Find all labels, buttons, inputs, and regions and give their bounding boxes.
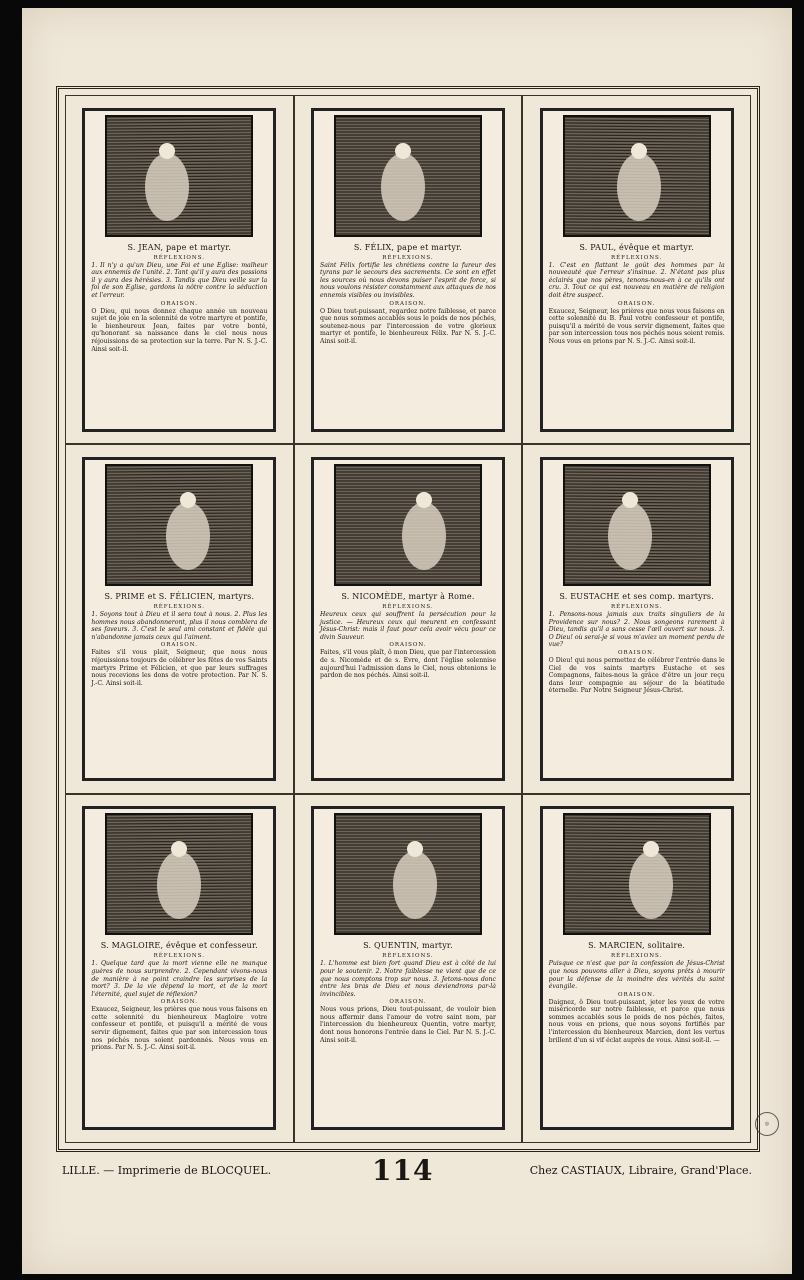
cell [522,444,751,793]
woodcut-image [563,115,711,237]
oraison-text: Daignez, ô Dieu tout-puissant, jeter les yeux de votre miséricorde sur notre faiblesse, et parce que nous sommes accablés sous le poids de nos péchés, faites, nous vous en prions, que nous soyons fortifiés par l'intercession du bienheureux Marcien, dont les vertus brillent d'un si vif éclat auprès de vous. Ainsi soit-il. — [548,998,725,1044]
reflexions-text: Puisque ce n'est que par la confession de Jésus-Christ que nous pouvons aller à Dieu, soyons prêts à mourir pour la défense de la moindre des vérités du saint évangile. [548,960,725,991]
reflexions-heading: RÉFLEXIONS. [610,603,663,610]
reflexions-text: Saint Félix fortifie les chrétiens contre la fureur des tyrans par le secours des sacrements. Ce sont en effet les sources où nous devons puiser l'esprit de force, si nous voulons résister constamment aux attaques de nos ennemis visibles ou invisibles. [319,261,496,300]
reflexions-text: Heureux ceux qui souffrent la persécution pour la justice. — Heureux ceux qui meurent en confessant Jésus-Christ: mais il faut pour cela avoir vécu pour ce divin Sauveur. [319,610,496,641]
woodcut-image [563,464,711,586]
cell [65,444,294,793]
card-title: S. FÉLIX, pape et martyr. [353,242,463,252]
reflexions-heading: RÉFLEXIONS. [153,603,206,610]
library-stamp: ◎ [755,1112,779,1136]
card-title: S. MARCIEN, solitaire. [588,941,686,951]
reflexions-text: 1. Soyons tout à Dieu et il sera tout à nous. 2. Plus les hommes nous abandonneront, plus il nous comblera de ses faveurs. 3. C'est le seul ami constant et fidèle qui n'abandonne jamais ceux qui l'aiment. [91,610,268,641]
oraison-heading: ORAISON. [160,999,198,1006]
card-title: S. MAGLOIRE, évêque et confesseur. [100,941,258,951]
cell [294,95,523,444]
reflexions-heading: RÉFLEXIONS. [382,254,434,261]
saint-card [82,108,276,432]
cell [294,444,523,793]
card-grid [65,95,751,1143]
card-title: S. NICOMÈDE, martyr à Rome. [341,591,475,601]
sheet-number: 114 [372,1154,434,1187]
saint-card [311,108,505,432]
oraison-text: O Dieu! qui nous permettez de célébrer l'entrée dans le Ciel de vos saints martyrs Eustache et ses Compagnons, faites-nous la grâce d'être un jour reçu dans leur compagnie au séjour de la béatitude éternelle. Par Notre Seigneur Jésus-Christ. [548,656,725,695]
reflexions-heading: RÉFLEXIONS. [382,953,434,960]
card-title: S. EUSTACHE et ses comp. martyrs. [559,591,714,601]
cell [65,794,294,1143]
cell [65,95,294,444]
oraison-heading: ORAISON. [389,300,427,307]
saint-card [540,457,734,781]
reflexions-text: 1. Il n'y a qu'un Dieu, une Foi et une Eglise: malheur aux ennemis de l'unité. 2. Tant qu'il y aura des passions il y aura des hérésies. 3. Tandis que Dieu veille sur la foi de son Eglise, gardons la nôtre contre la séduction et l'erreur. [91,261,268,300]
reflexions-text: 1. Pensons-nous jamais aux traits singuliers de la Providence sur nous? 2. Nous songeons rarement à Dieu, tandis qu'il a sans cesse l'œil ouvert sur nous. 3. O Dieu! où serai-je si vous m'aviez un moment perdu de vue? [548,610,725,649]
saint-card [540,806,734,1130]
saint-card [311,806,505,1130]
oraison-heading: ORAISON. [618,649,656,656]
saint-card [311,457,505,781]
saint-card [540,108,734,432]
oraison-text: Faites, s'il vous plaît, ô mon Dieu, que par l'intercession de s. Nicomède et de s. Evre, dont l'église solennise aujourd'hui l'admission dans le Ciel, nous obtenions le pardon de nos péchés. Ainsi soit-il. [319,649,496,680]
oraison-text: Exaucez, Seigneur, les prières que nous vous faisons en cette solennité du bienheureux Magloire votre confesseur et pontife, et puisqu'il a mérité de vous servir dignement, faites que par son intercession tous nos péchés nous soient pardonnés. Nous vous en prions. Par N. S. J.-C. Ainsi soit-il. [91,1006,268,1052]
reflexions-text: 1. L'homme est bien fort quand Dieu est à côté de lui pour le soutenir. 2. Notre faiblesse ne vient que de ce que nous comptons trop sur nous. 3. Jetons-nous donc entre les bras de Dieu et nous deviendrons par-là invincibles. [319,960,496,998]
oraison-heading: ORAISON. [389,642,427,649]
saint-card [82,806,276,1130]
footer [62,1154,752,1188]
woodcut-image [105,813,253,935]
printer-imprint: LILLE. — Imprimerie de BLOCQUEL. [62,1164,272,1177]
reflexions-heading: RÉFLEXIONS. [610,254,663,261]
oraison-text: Exaucez, Seigneur, les prières que nous vous faisons en cette solennité du B. Paul votre confesseur et pontife, puisqu'il a mérité de vous servir dignement, faites que par son intercession tous nos péchés nous soient remis. Nous vous en prions par N. S. J.-C. Ainsi soit-il. [548,307,725,345]
woodcut-image [563,813,711,935]
reflexions-heading: RÉFLEXIONS. [153,953,206,960]
outer-frame [56,86,760,1152]
oraison-heading: ORAISON. [618,991,656,998]
seller-imprint: Chez CASTIAUX, Libraire, Grand'Place. [529,1164,752,1177]
oraison-text: O Dieu, qui nous donnez chaque année un nouveau sujet de joie en la solennité de votre martyre et pontife, le bienheureux Jean, faites par votre bonté, qu'honorant sa naissance dans le ciel nous nous réjouissions de sa protection sur la terre. Par N. S. J.-C. Ainsi soit-il. [91,307,268,353]
woodcut-image [334,464,482,586]
oraison-text: Nous vous prions, Dieu tout-puissant, de vouloir bien nous affermir dans l'amour de votre saint nom, par l'intercession du bienheureux Quentin, votre martyr, dont nous honorons l'entrée dans le Ciel. Par N. S. J.-C. Ainsi soit-il. [319,1006,496,1044]
card-title: S. PAUL, évêque et martyr. [579,242,694,252]
reflexions-heading: RÉFLEXIONS. [153,254,206,261]
cell [294,794,523,1143]
reflexions-heading: RÉFLEXIONS. [382,603,434,610]
oraison-text: Faites s'il vous plait, Seigneur, que nous nous réjouissions toujours de célébrer les fêtes de vos Saints martyrs Prime et Félicien, et que par leurs suffrages nous recevions les dons de votre protection. Par N. S. J.-C. Ainsi soit-il. [91,649,268,687]
oraison-heading: ORAISON. [389,999,427,1006]
cell [522,95,751,444]
oraison-heading: ORAISON. [618,300,656,307]
woodcut-image [105,115,253,237]
print-sheet [22,8,792,1274]
woodcut-image [334,813,482,935]
oraison-heading: ORAISON. [160,300,198,307]
card-title: S. JEAN, pape et martyr. [127,242,232,252]
woodcut-image [334,115,482,237]
reflexions-text: 1. C'est en flattant le goût des hommes par la nouveauté que l'erreur s'insinue. 2. N'étant pas plus éclairés que nos pères, tenons-nous-en à ce qu'ils ont cru. 3. Tout ce qui est nouveau en matière de religion doit être suspect. [548,261,725,300]
oraison-text: O Dieu tout-puissant, regardez notre faiblesse, et parce que nous sommes accablés sous le poids de nos péchés, soutenez-nous par l'intercession de votre glorieux martyr et pontife, le bienheureux Félix. Par N. S. J.-C. Ainsi soit-il. [319,307,496,345]
oraison-heading: ORAISON. [160,642,198,649]
card-title: S. PRIME et S. FÉLICIEN, martyrs. [104,591,255,601]
cell [522,794,751,1143]
reflexions-heading: RÉFLEXIONS. [610,953,663,960]
saint-card [82,457,276,781]
woodcut-image [105,464,253,586]
reflexions-text: 1. Quelque tard que la mort vienne elle ne manque guères de nous surprendre. 2. Cependant vivons-nous de manière à ne point craindre les surprises de la mort? 3. De la vie dépend la mort, et de la mort l'éternité, quel sujet de réflexion? [91,960,268,998]
card-title: S. QUENTIN, martyr. [363,941,453,951]
